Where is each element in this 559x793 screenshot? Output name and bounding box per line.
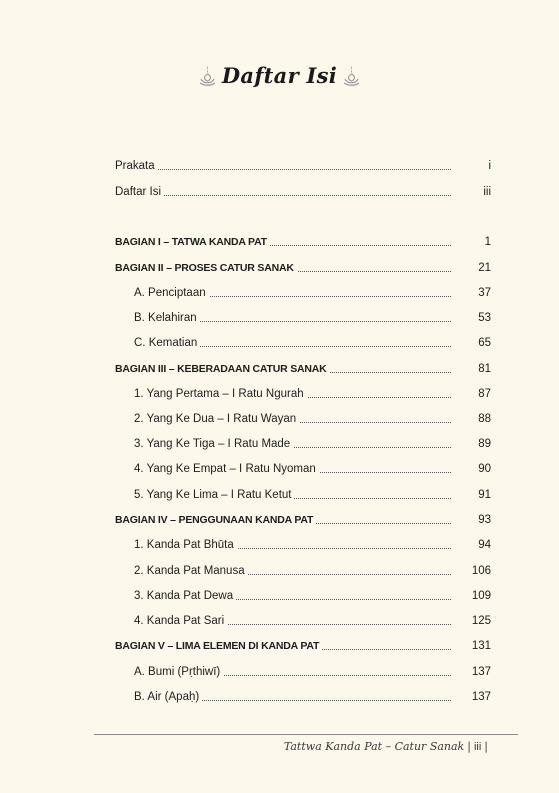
toc-entry-label: BAGIAN III – KEBERADAAN CATUR SANAK — [115, 361, 330, 377]
toc-entry-page: 106 — [471, 565, 491, 577]
toc-entry-label: 1. Yang Pertama – I Ratu Ngurah — [134, 386, 307, 402]
toc-entry[interactable] — [0, 638, 559, 654]
page-footer — [284, 740, 491, 753]
toc-entry[interactable] — [0, 260, 559, 276]
toc-entry-label: A. Penciptaan — [134, 285, 209, 301]
footer-book-title: Tattwa Kanda Pat – Catur Sanak — [283, 740, 465, 753]
toc-entry-page: 65 — [478, 337, 491, 349]
toc-entry[interactable] — [0, 436, 559, 452]
toc-entry[interactable] — [0, 310, 559, 326]
toc-entry[interactable] — [0, 512, 559, 528]
toc-entry-label: C. Kematian — [134, 335, 200, 351]
toc-entry-page: 89 — [478, 438, 491, 450]
toc-entry-page: 137 — [471, 666, 491, 678]
toc-entry-label: 4. Yang Ke Empat – I Ratu Nyoman — [134, 461, 319, 477]
toc-entry[interactable] — [0, 361, 559, 377]
toc-entry[interactable] — [0, 158, 559, 174]
toc-entry-label: Prakata — [115, 158, 158, 174]
toc-entry-label: BAGIAN I – TATWA KANDA PAT — [115, 234, 270, 250]
toc-entry-label: 2. Kanda Pat Manusa — [134, 563, 248, 579]
toc-entry-page: 37 — [478, 287, 491, 299]
toc-entry[interactable] — [0, 689, 559, 705]
toc-entry-label: BAGIAN II – PROSES CATUR SANAK — [115, 260, 297, 276]
toc-entry-label: 4. Kanda Pat Sari — [134, 613, 227, 629]
toc-entry-page: 93 — [478, 514, 491, 526]
dot-leader — [115, 169, 451, 170]
footer-separator: | — [484, 740, 488, 753]
toc-entry[interactable] — [0, 285, 559, 301]
toc-entry-page: 88 — [478, 413, 491, 425]
toc-entry[interactable] — [0, 335, 559, 351]
toc-entry-label: BAGIAN V – LIMA ELEMEN DI KANDA PAT — [115, 638, 322, 654]
toc-entry-page: 131 — [471, 640, 491, 652]
toc-entry[interactable] — [0, 386, 559, 402]
toc-entry-page: 21 — [478, 262, 491, 274]
toc-entry-page: i — [488, 160, 491, 172]
toc-entry-page: 53 — [478, 312, 491, 324]
toc-entry-page: 87 — [478, 388, 491, 400]
toc-entry[interactable] — [0, 461, 559, 477]
toc-entry[interactable] — [0, 613, 559, 629]
toc-entry-label: BAGIAN IV – PENGGUNAAN KANDA PAT — [115, 512, 316, 528]
toc-entry-page: 137 — [471, 691, 491, 703]
toc-entry-label: 3. Yang Ke Tiga – I Ratu Made — [134, 436, 293, 452]
toc-entry[interactable] — [0, 487, 559, 503]
toc-entry[interactable] — [0, 588, 559, 604]
toc-entry-label: B. Air (Apaḥ) — [134, 689, 202, 705]
toc-entry-label: B. Kelahiran — [134, 310, 200, 326]
toc-entry-label: 5. Yang Ke Lima – I Ratu Ketut — [134, 487, 294, 503]
dot-leader — [115, 195, 451, 196]
toc-entry[interactable] — [0, 664, 559, 680]
toc-entry[interactable] — [0, 537, 559, 553]
toc-entry-label: 1. Kanda Pat Bhūta — [134, 537, 237, 553]
toc-entry-label: 3. Kanda Pat Dewa — [134, 588, 236, 604]
toc-entry-page: 90 — [478, 463, 491, 475]
toc-entry-page: 91 — [478, 489, 491, 501]
footer-page-number: iii — [473, 741, 482, 753]
toc-entry-page: 125 — [471, 615, 491, 627]
footer-separator: | — [467, 740, 471, 753]
toc-entry-label: Daftar Isi — [115, 184, 164, 200]
toc-entry-page: 1 — [484, 236, 491, 248]
page-title: Daftar Isi — [221, 63, 338, 88]
toc-entry-label: 2. Yang Ke Dua – I Ratu Wayan — [134, 411, 299, 427]
toc-entry[interactable] — [0, 234, 559, 250]
footer-divider — [94, 734, 518, 735]
toc-entry-page: iii — [483, 186, 491, 198]
toc-entry-page: 94 — [478, 539, 491, 551]
toc-entry[interactable] — [0, 563, 559, 579]
toc-entry-page: 109 — [471, 590, 491, 602]
toc-entry-page: 81 — [478, 363, 491, 375]
toc-entry-label: A. Bumi (Pṛthiwī) — [134, 664, 223, 680]
toc-entry[interactable] — [0, 411, 559, 427]
toc-entry[interactable] — [0, 184, 559, 200]
